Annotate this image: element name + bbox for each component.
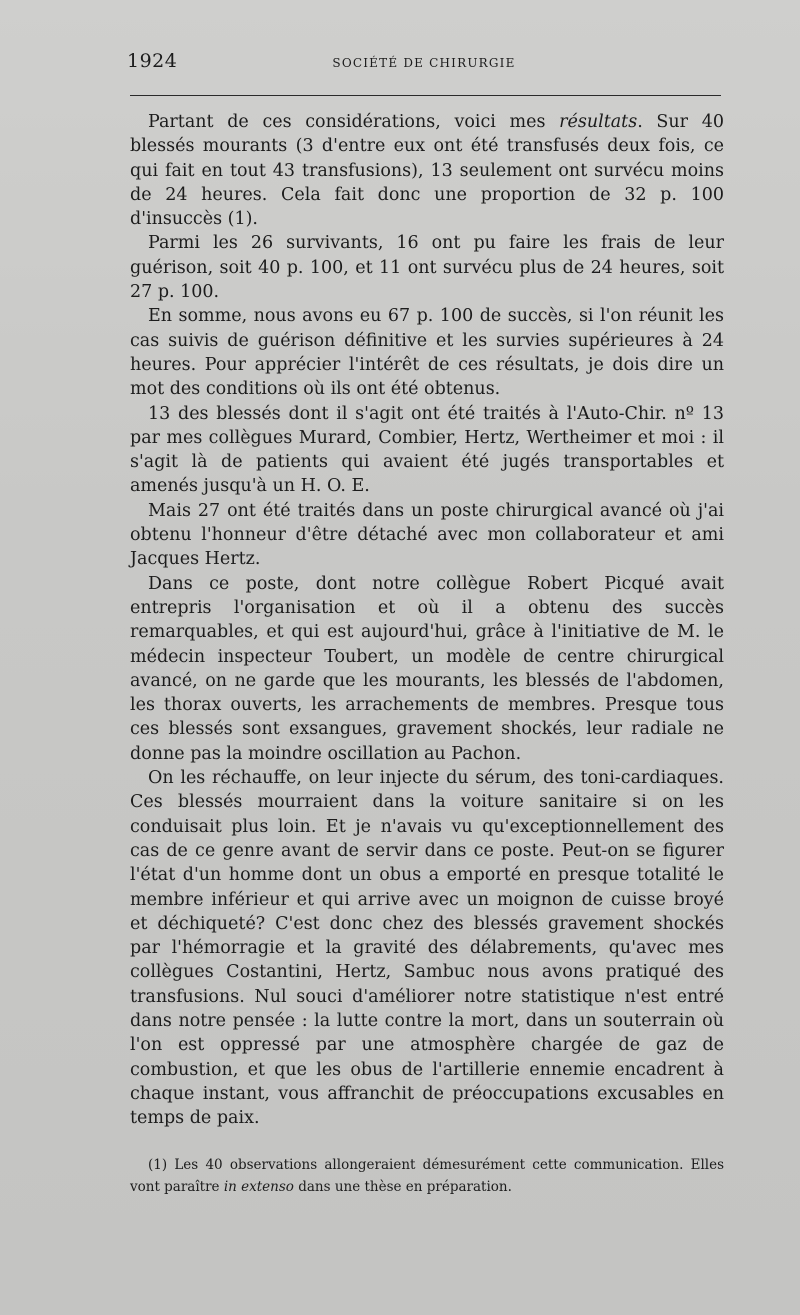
footnote-text: dans une thèse en préparation. <box>293 1179 512 1195</box>
paragraph: On les réchauffe, on leur injecte du sérum, des toni-cardiaques. Ces blessés mourraient dans la voiture sanitaire si on les conduisait plus loin. Et je n'avais vu qu'exceptionnellement des cas de ce genre avant de servir dans ce poste. Peut-on se figurer l'état d'un homme dont un obus a emporté en presque totalité le membre inférieur et qui arrive avec un moignon de cuisse broyé et déchiqueté? C'est donc chez des blessés gravement shockés par l'hémorragie et la gravité des délabrements, qu'avec mes collègues Costantini, Hertz, Sambuc nous avons pratiqué des transfusions. Nul souci d'améliorer notre statistique n'est entré dans notre pensée : la lutte contre la mort, dans un souterrain où l'on est oppressé par une atmosphère chargée de gaz de combustion, et que les obus de l'artillerie ennemie encadrent à chaque instant, vous affranchit de préoccupations excusables en temps de paix. <box>130 768 724 1129</box>
paragraph: Parmi les 26 survivants, 16 ont pu faire les frais de leur guérison, soit 40 p. 100, et 11 ont survécu plus de 24 heures, soit 27 p. 100. <box>130 233 724 303</box>
italic-text: in extenso <box>223 1179 294 1195</box>
paragraph-text: Partant de ces considérations, voici mes <box>148 112 560 132</box>
page-header <box>127 50 721 74</box>
body-text <box>130 110 724 1130</box>
paragraph-text: . Sur 40 blessés mourants (3 d'entre eux ont été transfusés deux fois, ce qui fait en tout 43 transfusions), 13 seulement ont survécu moins de 24 heures. Cela fait donc une proportion de 32 p. 100 d'insuccès (1). <box>130 112 724 230</box>
header-rule <box>130 95 721 96</box>
paragraph: Dans ce poste, dont notre collègue Robert Picqué avait entrepris l'organisation et où il a obtenu des succès remarquables, et qui est aujourd'hui, grâce à l'initiative de M. le médecin inspecteur Toubert, un modèle de centre chirurgical avancé, on ne garde que les mourants, les blessés de l'abdomen, les thorax ouverts, les arrachements de membres. Presque tous ces blessés sont exsangues, gravement shockés, leur radiale ne donne pas la moindre oscillation au Pachon. <box>130 573 724 764</box>
footnote <box>130 1154 724 1198</box>
page-number: 1924 <box>127 50 178 72</box>
paragraph: En somme, nous avons eu 67 p. 100 de succès, si l'on réunit les cas suivis de guérison définitive et les survies supérieures à 24 heures. Pour apprécier l'intérêt de ces résultats, je dois dire un mot des conditions où ils ont été obtenus. <box>130 306 724 400</box>
footnote-text: (1) Les 40 observations allongeraient démesurément cette communication. Elles vont paraître <box>130 1157 724 1195</box>
paragraph: 13 des blessés dont il s'agit ont été traités à l'Auto-Chir. nº 13 par mes collègues Murard, Combier, Hertz, Wertheimer et moi : il s'agit là de patients qui avaient été jugés transportables et amenés jusqu'à un H. O. E. <box>130 403 724 497</box>
italic-text: résultats <box>559 112 638 132</box>
paragraph: Mais 27 ont été traités dans un poste chirurgical avancé où j'ai obtenu l'honneur d'être détaché avec mon collaborateur et ami Jacques Hertz. <box>130 500 724 570</box>
running-head: SOCIÉTÉ DE CHIRURGIE <box>332 56 516 70</box>
paragraph <box>130 110 724 231</box>
